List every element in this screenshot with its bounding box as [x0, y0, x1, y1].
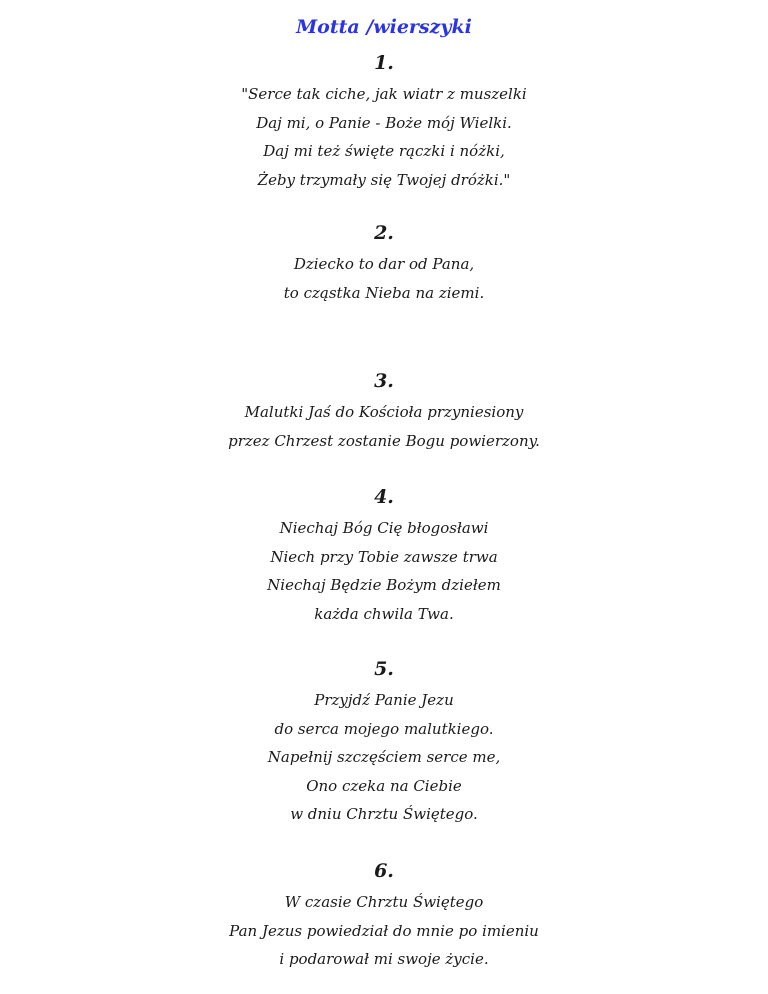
poem-line: Napełnij szczęściem serce me, — [267, 748, 501, 766]
poem-number: 6. — [374, 860, 394, 882]
poem-line: Dziecko to dar od Pana, — [293, 255, 475, 273]
poem-4 — [0, 484, 768, 628]
poem-number: 1. — [374, 52, 394, 74]
poem-line: Ono czeka na Ciebie — [306, 776, 462, 795]
poem-line: przez Chrzest zostanie Bogu powierzony. — [228, 431, 540, 450]
poem-line: Pan Jezus powiedział do mnie po imieniu — [229, 921, 539, 940]
poem-6 — [0, 858, 768, 974]
poem-line: Żeby trzymały się Twojej dróżki." — [257, 170, 511, 189]
poem-line: Malutki Jaś do Kościoła przyniesiony — [244, 403, 524, 421]
poem-2 — [0, 220, 768, 307]
poem-line: do serca mojego malutkiego. — [274, 719, 494, 738]
poem-number: 3. — [374, 370, 394, 392]
poem-1 — [0, 50, 768, 194]
poem-number: 5. — [374, 658, 394, 680]
poem-line: Niechaj Będzie Bożym dziełem — [267, 576, 501, 594]
poem-line: każda chwila Twa. — [314, 604, 454, 623]
poem-line: "Serce tak ciche, jak wiatr z muszelki — [241, 85, 527, 103]
poem-line: Daj mi też święte rączki i nóżki, — [263, 142, 505, 160]
poem-3 — [0, 368, 768, 455]
poem-line: Daj mi, o Panie - Boże mój Wielki. — [256, 113, 512, 132]
page-title: Motta /wierszyki — [296, 16, 472, 38]
poem-number: 2. — [374, 222, 394, 244]
poem-line: Przyjdź Panie Jezu — [314, 691, 454, 709]
poem-number: 4. — [374, 486, 394, 508]
poem-5 — [0, 656, 768, 829]
poem-line: w dniu Chrztu Świętego. — [290, 805, 478, 823]
poem-line: i podarował mi swoje życie. — [279, 950, 489, 968]
poem-line: to cząstka Nieba na ziemi. — [283, 283, 485, 302]
poem-line: W czasie Chrztu Świętego — [284, 893, 484, 911]
poem-line: Niechaj Bóg Cię błogosławi — [279, 519, 489, 537]
poem-line: Niech przy Tobie zawsze trwa — [270, 547, 498, 566]
